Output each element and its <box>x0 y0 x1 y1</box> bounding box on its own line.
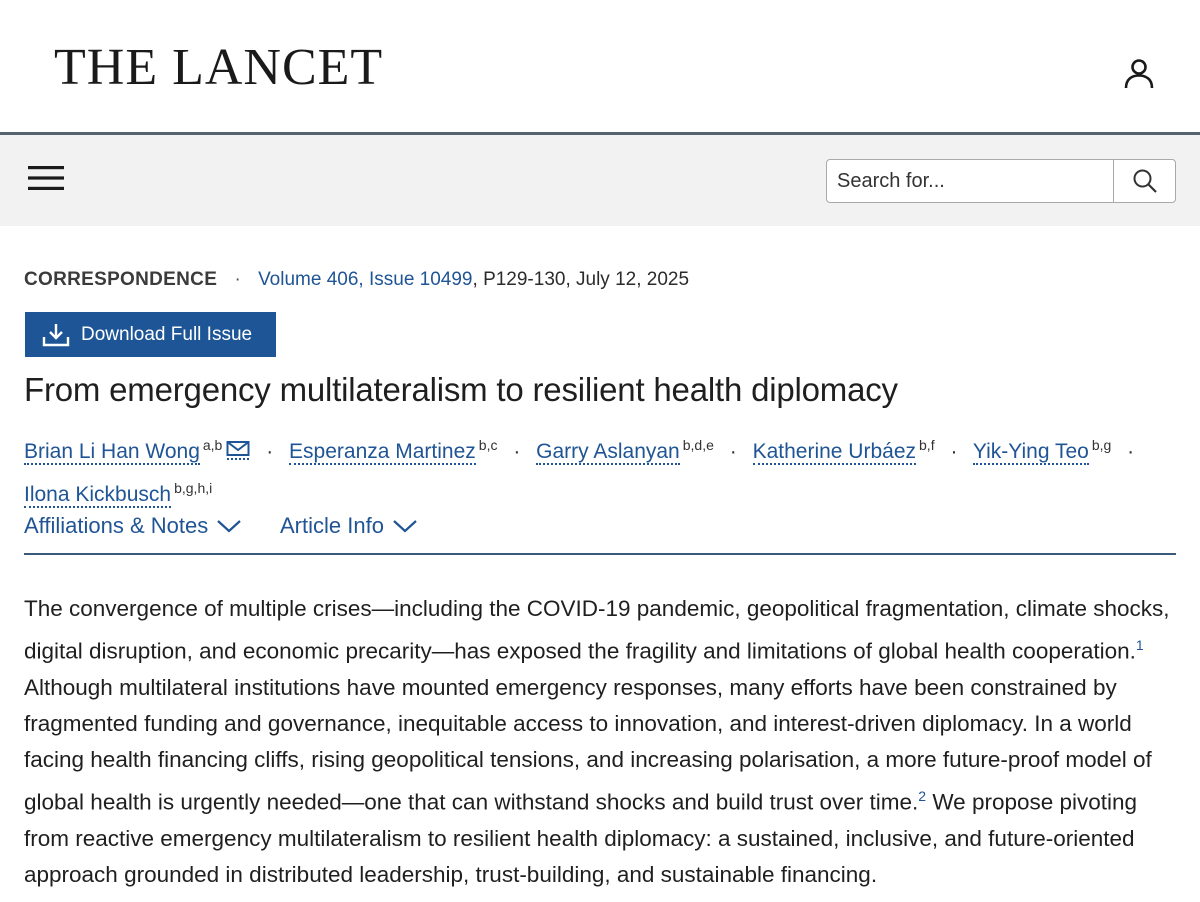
mail-icon[interactable] <box>226 440 250 460</box>
author-list <box>24 427 1164 513</box>
article-type: CORRESPONDENCE <box>24 269 218 290</box>
hamburger-menu-icon[interactable] <box>28 163 64 193</box>
author-affiliation[interactable]: a,b <box>202 437 223 453</box>
tab-label: Article Info <box>280 513 384 538</box>
author-separator: · <box>729 440 737 463</box>
author-separator: · <box>1127 440 1135 463</box>
site-header <box>0 0 1200 135</box>
chevron-down-icon <box>216 518 242 534</box>
author-link[interactable]: Yik-Ying Teo <box>972 440 1089 463</box>
download-label: Download Full Issue <box>81 323 253 345</box>
chevron-down-icon <box>392 518 418 534</box>
search-button[interactable] <box>1113 160 1175 202</box>
tab-article-info[interactable] <box>280 513 418 539</box>
author-affiliation[interactable]: b,f <box>919 437 935 453</box>
article-tabs <box>24 513 1176 555</box>
volume-issue-link[interactable]: Volume 406, Issue 10499 <box>258 269 473 290</box>
user-icon[interactable] <box>1122 57 1156 91</box>
author-link[interactable]: Esperanza Martinez <box>289 440 476 463</box>
pages-date: , P129-130, July 12, 2025 <box>472 269 690 290</box>
author-affiliation[interactable]: b,c <box>478 437 498 453</box>
search-icon <box>1132 168 1158 194</box>
author-affiliation[interactable]: b,g <box>1091 437 1112 453</box>
article-title: From emergency multilateralism to resilient health diplomacy <box>24 371 898 408</box>
meta-separator: · <box>234 269 241 290</box>
author-affiliation[interactable]: b,g,h,i <box>174 480 213 496</box>
author-link[interactable]: Katherine Urbáez <box>752 440 917 463</box>
download-icon <box>41 322 71 348</box>
tab-affiliations-notes[interactable] <box>24 513 242 539</box>
search-input[interactable] <box>827 160 1113 202</box>
reference-link[interactable]: 2 <box>918 787 927 804</box>
body-paragraph: The convergence of multiple crises—including the COVID-19 pandemic, geopolitical fragmentation, climate shocks, digital disruption, and economic precarity—has exposed the fragility and limitations of global health cooperation.$^1$ Although multilateral institutions have mounted emergency responses, many efforts have been constrained by fragmented funding and governance, inequitable access to innovation, and interest-driven diplomacy. In a world facing health financing cliffs, rising geopolitical tensions, and increasing polarisation, a more future-proof model of global health is urgently needed—one that can withstand shocks and build trust over time.$^2$ We propose pivoting from reactive emergency multilateralism to resilient health diplomacy: a sustained, inclusive, and future-oriented approach grounded in distributed leadership, trust-building, and sustainable financing. <box>24 596 1170 887</box>
author-link[interactable]: Brian Li Han Wong <box>24 440 200 463</box>
author-link[interactable]: Ilona Kickbusch <box>24 483 172 506</box>
article-meta <box>24 269 689 291</box>
download-full-issue-button[interactable] <box>25 312 276 357</box>
search-box <box>826 159 1176 203</box>
lancet-logo[interactable]: THE LANCET <box>54 39 384 96</box>
tab-label: Affiliations & Notes <box>24 513 209 538</box>
author-separator: · <box>266 440 274 463</box>
toolbar <box>0 135 1200 226</box>
article-body <box>24 591 1174 893</box>
author-link[interactable]: Garry Aslanyan <box>536 440 680 463</box>
author-separator: · <box>513 440 521 463</box>
author-separator: · <box>950 440 958 463</box>
author-affiliation[interactable]: b,d,e <box>682 437 714 453</box>
reference-link[interactable]: 1 <box>1135 637 1144 654</box>
